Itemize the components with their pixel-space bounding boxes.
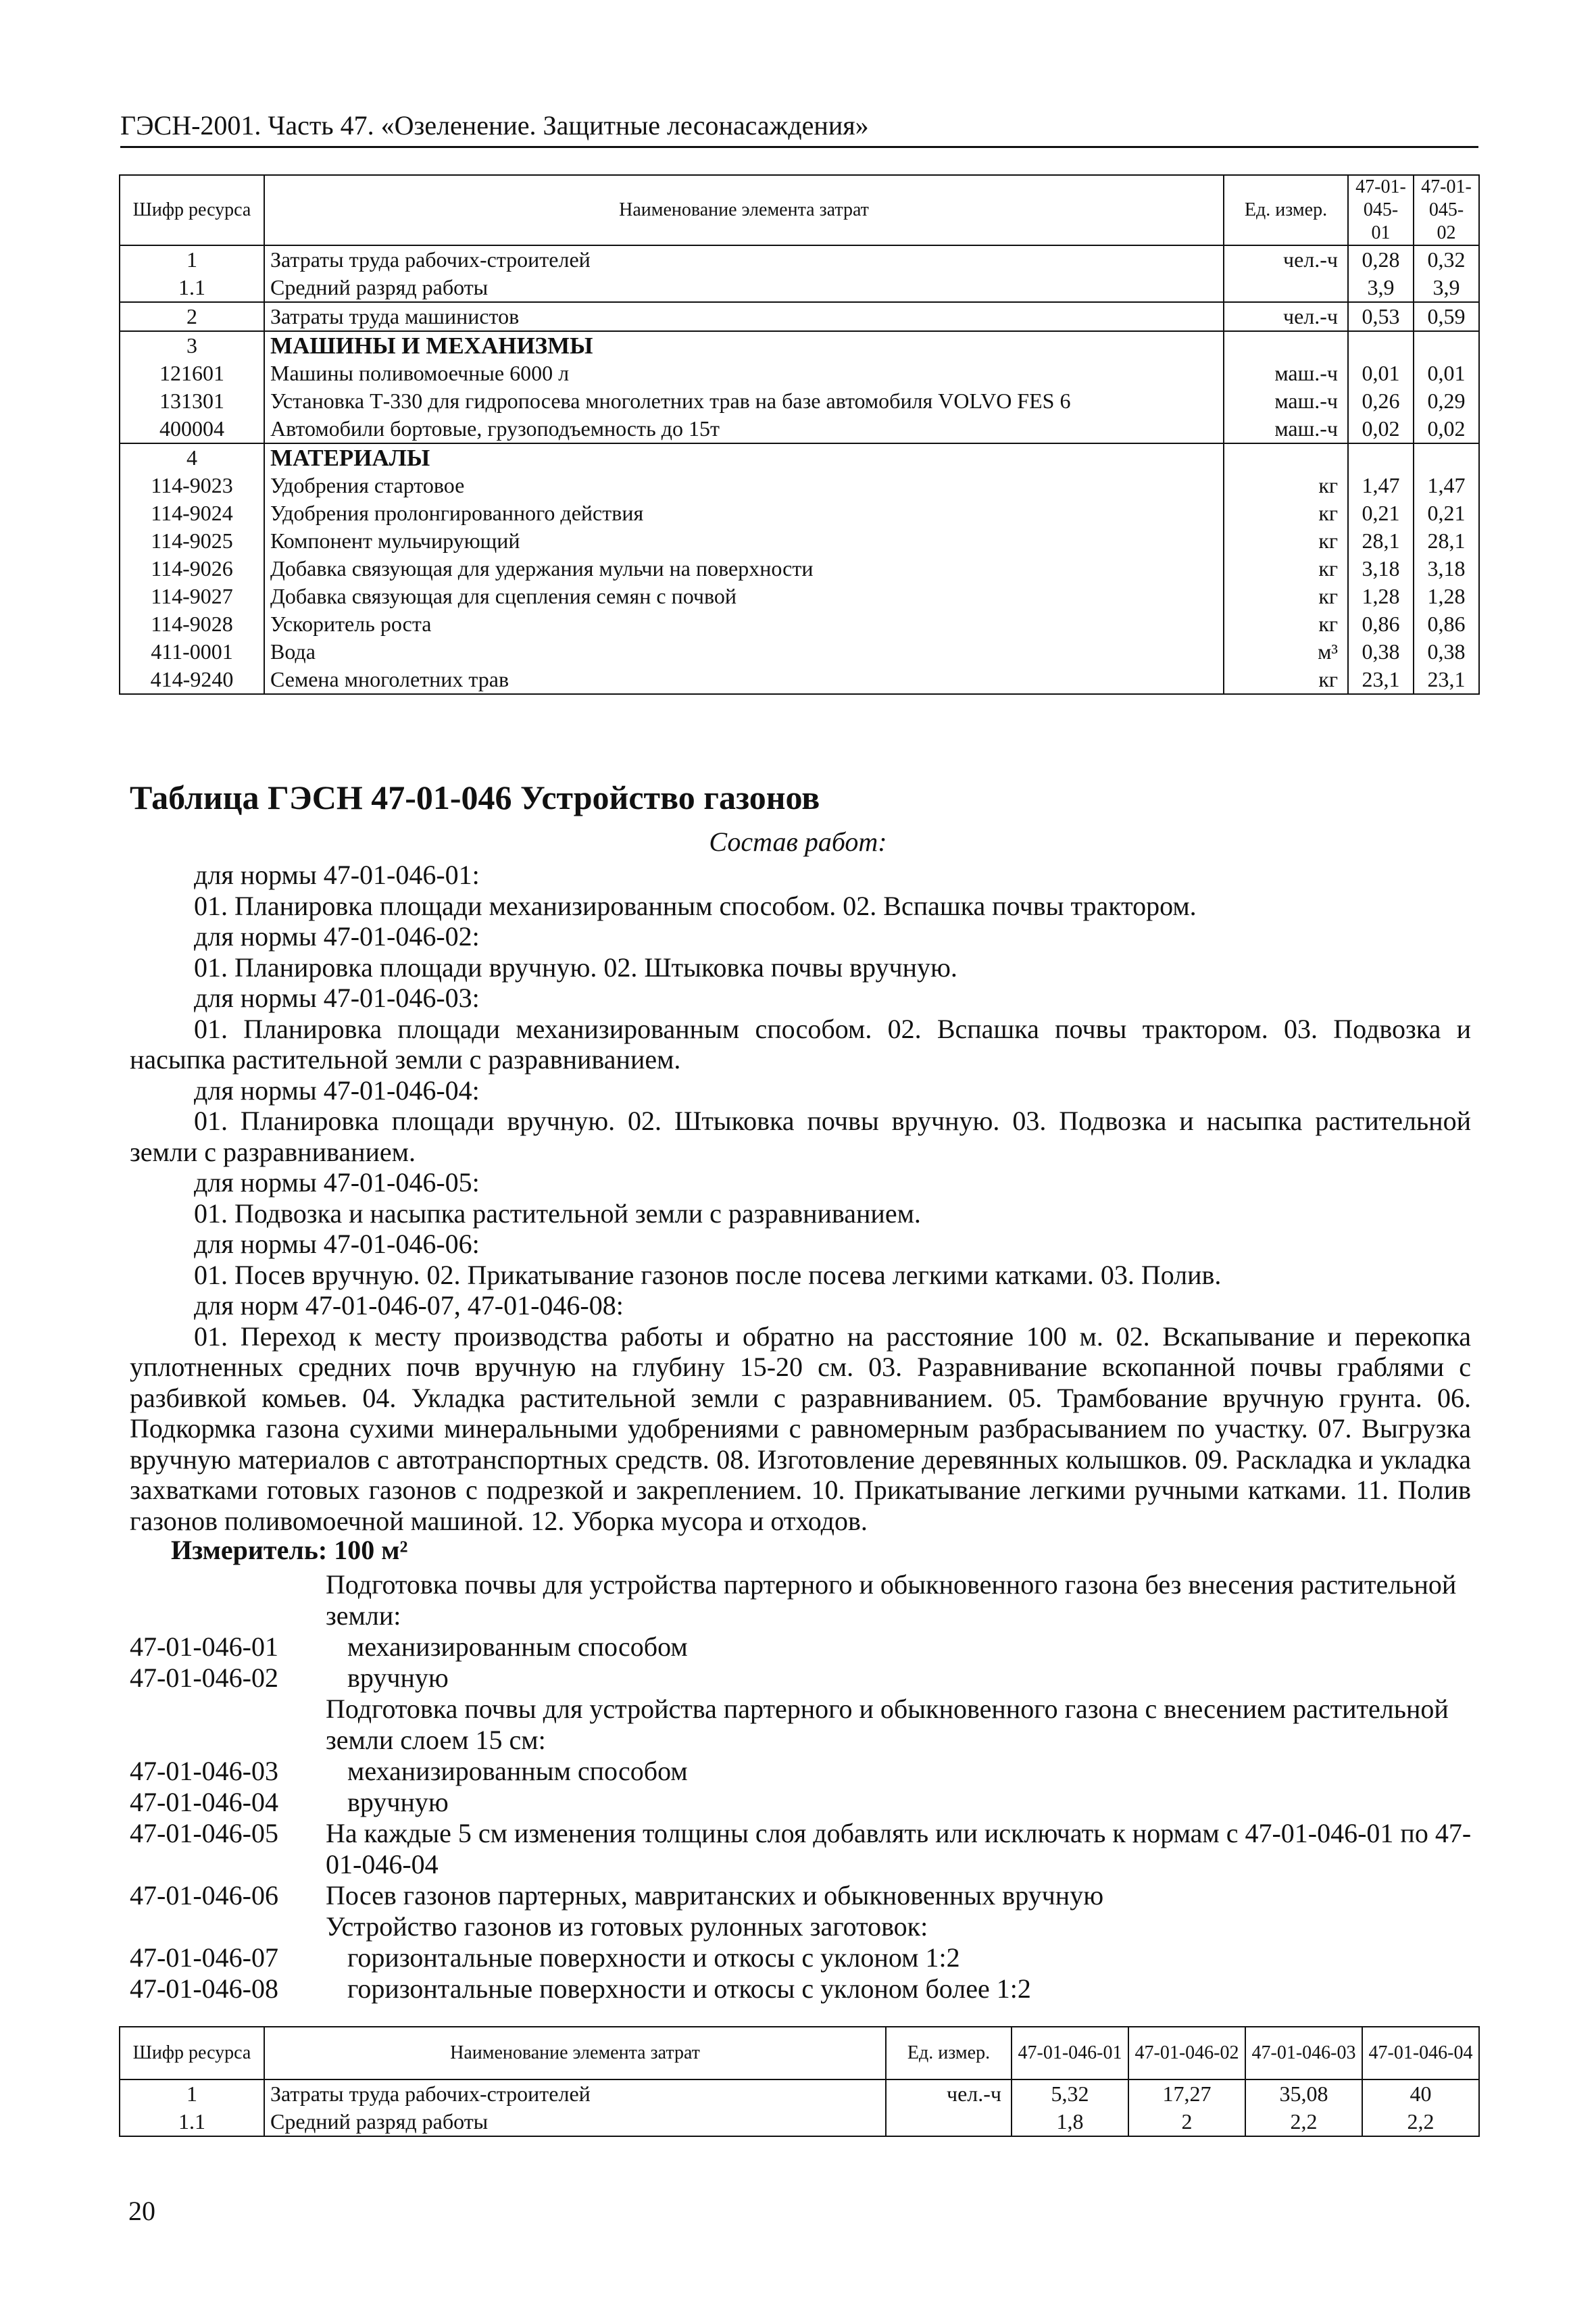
- value-045-02: 0,01: [1414, 360, 1479, 387]
- table-row: [120, 245, 1479, 274]
- resource-code: 1: [120, 2079, 264, 2108]
- norm-item: [130, 1911, 1474, 1942]
- norm-item: [130, 1663, 1474, 1694]
- value-045-01: 1,28: [1348, 583, 1414, 610]
- header-norm-046-01: 47-01-046-01: [1012, 2027, 1128, 2079]
- resource-code: 131301: [120, 387, 264, 415]
- norm-item: [130, 1818, 1474, 1880]
- cost-element-name: Добавка связующая для сцепления семян с почвой: [264, 583, 1224, 610]
- norm-code: 47-01-046-06: [130, 1880, 278, 1911]
- measure-unit: Измеритель: 100 м²: [171, 1535, 408, 1565]
- value-045-01: 23,1: [1348, 666, 1414, 694]
- resource-code: 2: [120, 302, 264, 331]
- composition-norm-label: для нормы 47-01-046-01:: [194, 860, 480, 890]
- unit-cell: чел.-ч: [1224, 245, 1348, 274]
- norm-item: [130, 1973, 1474, 2004]
- value-045-02: 28,1: [1414, 527, 1479, 555]
- value-045-01: 3,9: [1348, 274, 1414, 302]
- norm-description: На каждые 5 см изменения толщины слоя добавлять или исключать к нормам с 47-01-046-01 по 47-01-046-04: [326, 1818, 1472, 1879]
- value-045-02: [1414, 443, 1479, 472]
- value-046-04: 40: [1362, 2079, 1479, 2108]
- cost-element-name: Средний разряд работы: [264, 274, 1224, 302]
- value-045-01: 3,18: [1348, 555, 1414, 583]
- cost-element-name: Затраты труда машинистов: [264, 302, 1224, 331]
- table-row: [120, 2108, 1479, 2136]
- unit-cell: кг: [1224, 666, 1348, 694]
- value-045-01: 1,47: [1348, 472, 1414, 499]
- value-045-01: 0,01: [1348, 360, 1414, 387]
- resource-table-046: [119, 2026, 1480, 2137]
- cost-element-name: Средний разряд работы: [264, 2108, 886, 2136]
- norm-description: горизонтальные поверхности и откосы с уклоном 1:2: [347, 1942, 960, 1973]
- unit-cell: кг: [1224, 499, 1348, 527]
- value-045-02: 0,59: [1414, 302, 1479, 331]
- running-header: ГЭСН-2001. Часть 47. «Озеленение. Защитные лесонасаждения»: [120, 108, 1478, 148]
- value-046-03: 2,2: [1245, 2108, 1362, 2136]
- table-row: [120, 274, 1479, 302]
- unit-cell: маш.-ч: [1224, 360, 1348, 387]
- cost-element-name: Машины поливомоечные 6000 л: [264, 360, 1224, 387]
- cost-element-name: Затраты труда рабочих-строителей: [264, 2079, 886, 2108]
- value-045-02: 3,9: [1414, 274, 1479, 302]
- composition-norm-label: для нормы 47-01-046-02:: [194, 921, 480, 952]
- unit-cell: кг: [1224, 527, 1348, 555]
- norm-description: вручную: [347, 1663, 449, 1693]
- header-norm-046-02: 47-01-046-02: [1128, 2027, 1245, 2079]
- resource-code: 1.1: [120, 2108, 264, 2136]
- norm-code: 47-01-046-04: [130, 1787, 278, 1817]
- table-row: [120, 2079, 1479, 2108]
- composition-steps: 01. Планировка площади вручную. 02. Штыковка почвы вручную. 03. Подвозка и насыпка растительной земли с разравниванием.: [130, 1106, 1471, 1167]
- header-unit: Ед. измер.: [1224, 175, 1348, 245]
- unit-cell: [1224, 331, 1348, 360]
- norm-code: 47-01-046-01: [130, 1631, 278, 1662]
- value-046-04: 2,2: [1362, 2108, 1479, 2136]
- composition-steps: 01. Планировка площади механизированным способом. 02. Вспашка почвы трактором. 03. Подвозка и насыпка растительной земли с разравниванием.: [130, 1013, 1471, 1075]
- resource-code: 114-9027: [120, 583, 264, 610]
- unit-cell: кг: [1224, 472, 1348, 499]
- resource-code: 114-9024: [120, 499, 264, 527]
- table-row: [120, 302, 1479, 331]
- value-045-02: 1,47: [1414, 472, 1479, 499]
- table-row: [120, 610, 1479, 638]
- resource-code: 411-0001: [120, 638, 264, 666]
- value-045-01: 0,53: [1348, 302, 1414, 331]
- norm-item: [130, 1880, 1474, 1911]
- composition-norm-label: для нормы 47-01-046-05:: [194, 1167, 480, 1198]
- value-045-02: 1,28: [1414, 583, 1479, 610]
- value-046-01: 1,8: [1012, 2108, 1128, 2136]
- section-title: Таблица ГЭСН 47-01-046 Устройство газонов: [130, 779, 820, 816]
- norm-description: Посев газонов партерных, мавританских и обыкновенных вручную: [326, 1880, 1104, 1911]
- composition-steps: 01. Посев вручную. 02. Прикатывание газонов после посева легкими катками. 03. Полив.: [194, 1259, 1222, 1290]
- norms-list: [130, 1569, 1474, 2004]
- resource-code: 1: [120, 245, 264, 274]
- composition-steps: 01. Планировка площади механизированным способом. 02. Вспашка почвы трактором.: [194, 890, 1197, 921]
- header-norm-046-03: 47-01-046-03: [1245, 2027, 1362, 2079]
- resource-code: 4: [120, 443, 264, 472]
- resource-code: 400004: [120, 415, 264, 443]
- norm-description: горизонтальные поверхности и откосы с уклоном более 1:2: [347, 1973, 1031, 2004]
- value-045-01: 0,86: [1348, 610, 1414, 638]
- value-045-01: [1348, 443, 1414, 472]
- cost-element-name: Установка Т-330 для гидропосева многолетних трав на базе автомобиля VOLVO FES 6: [264, 387, 1224, 415]
- norm-description: Подготовка почвы для устройства партерного и обыкновенного газона с внесением растительной земли слоем 15 см:: [326, 1694, 1449, 1755]
- unit-cell: чел.-ч: [886, 2079, 1012, 2108]
- page-number: 20: [128, 2196, 155, 2226]
- cost-element-name: Вода: [264, 638, 1224, 666]
- work-composition: [130, 860, 1471, 1536]
- composition-caption: Состав работ:: [709, 827, 887, 857]
- resource-code: 114-9023: [120, 472, 264, 499]
- value-045-02: 3,18: [1414, 555, 1479, 583]
- value-046-03: 35,08: [1245, 2079, 1362, 2108]
- norm-code: 47-01-046-05: [130, 1818, 278, 1848]
- cost-element-name: Автомобили бортовые, грузоподъемность до 15т: [264, 415, 1224, 443]
- resource-code: 1.1: [120, 274, 264, 302]
- cost-element-name: Удобрения стартовое: [264, 472, 1224, 499]
- composition-norm-label: для нормы 47-01-046-04:: [194, 1075, 480, 1106]
- norm-code: 47-01-046-03: [130, 1756, 278, 1786]
- value-045-02: 0,86: [1414, 610, 1479, 638]
- value-046-02: 2: [1128, 2108, 1245, 2136]
- value-045-01: [1348, 331, 1414, 360]
- norm-description: механизированным способом: [347, 1756, 688, 1786]
- cost-element-name: МАТЕРИАЛЫ: [264, 443, 1224, 472]
- cost-element-name: Удобрения пролонгированного действия: [264, 499, 1224, 527]
- value-045-01: 0,28: [1348, 245, 1414, 274]
- value-045-01: 0,02: [1348, 415, 1414, 443]
- resource-code: 414-9240: [120, 666, 264, 694]
- unit-cell: [886, 2108, 1012, 2136]
- header-norm-046-04: 47-01-046-04: [1362, 2027, 1479, 2079]
- composition-steps: 01. Планировка площади вручную. 02. Штыковка почвы вручную.: [194, 952, 957, 983]
- norm-code: 47-01-046-08: [130, 1973, 278, 2004]
- cost-element-name: Ускоритель роста: [264, 610, 1224, 638]
- table-row: [120, 527, 1479, 555]
- value-046-01: 5,32: [1012, 2079, 1128, 2108]
- value-045-02: 23,1: [1414, 666, 1479, 694]
- norm-description: Подготовка почвы для устройства партерного и обыкновенного газона без внесения растительной земли:: [326, 1569, 1457, 1631]
- norm-item: [130, 1787, 1474, 1818]
- table-row: [120, 583, 1479, 610]
- value-045-01: 0,38: [1348, 638, 1414, 666]
- value-045-01: 0,21: [1348, 499, 1414, 527]
- norm-item: [130, 1942, 1474, 1973]
- norm-code: [130, 1694, 326, 1756]
- table-row: [120, 443, 1479, 472]
- norm-code: 47-01-046-02: [130, 1663, 278, 1693]
- resource-table-045: [119, 174, 1480, 695]
- norm-item: [130, 1756, 1474, 1787]
- norm-item: [130, 1631, 1474, 1663]
- header-norm-045-01: 47-01-045-01: [1348, 175, 1414, 245]
- header-cost-element: Наименование элемента затрат: [264, 175, 1224, 245]
- composition-steps: 01. Переход к месту производства работы и обратно на расстояние 100 м. 02. Вскапывание и перекопка уплотненных средних почв вручную на глубину 15-20 см. 03. Разравнивание вскопанной почвы граблями с разбивкой комьев. 04. Укладка растительной земли с разравниванием. 05. Трамбование вручную грунта. 06. Подкормка газона сухими минеральными удобрениями с равномерным разбрасыванием по участку. 07. Выгрузка вручную материалов с автотранспортных средств. 08. Изготовление деревянных колышков. 09. Раскладка и укладка захватками готовых газонов с подрезкой и закреплением. 10. Прикатывание легкими ручными катками. 11. Полив газонов поливомоечной машиной. 12. Уборка мусора и отходов.: [130, 1321, 1471, 1536]
- resource-code: 114-9028: [120, 610, 264, 638]
- unit-cell: кг: [1224, 610, 1348, 638]
- value-045-02: 0,29: [1414, 387, 1479, 415]
- cost-element-name: Семена многолетних трав: [264, 666, 1224, 694]
- value-045-02: 0,32: [1414, 245, 1479, 274]
- table-row: [120, 387, 1479, 415]
- header-cost-element: Наименование элемента затрат: [264, 2027, 886, 2079]
- unit-cell: маш.-ч: [1224, 415, 1348, 443]
- table-row: [120, 331, 1479, 360]
- table-row: [120, 638, 1479, 666]
- resource-code: 121601: [120, 360, 264, 387]
- unit-cell: [1224, 443, 1348, 472]
- table-row: [120, 499, 1479, 527]
- table-row: [120, 360, 1479, 387]
- unit-cell: [1224, 274, 1348, 302]
- table-row: [120, 666, 1479, 694]
- value-045-02: 0,21: [1414, 499, 1479, 527]
- composition-norm-label: для норм 47-01-046-07, 47-01-046-08:: [194, 1290, 624, 1321]
- cost-element-name: МАШИНЫ И МЕХАНИЗМЫ: [264, 331, 1224, 360]
- table-row: [120, 472, 1479, 499]
- resource-code: 3: [120, 331, 264, 360]
- table-row: [120, 555, 1479, 583]
- table-row: [120, 415, 1479, 443]
- unit-cell: чел.-ч: [1224, 302, 1348, 331]
- header-resource-code: Шифр ресурса: [120, 175, 264, 245]
- value-045-02: [1414, 331, 1479, 360]
- value-045-01: 28,1: [1348, 527, 1414, 555]
- norm-item: [130, 1569, 1474, 1631]
- norm-description: механизированным способом: [347, 1631, 688, 1662]
- value-045-02: 0,38: [1414, 638, 1479, 666]
- resource-code: 114-9025: [120, 527, 264, 555]
- composition-steps: 01. Подвозка и насыпка растительной земли с разравниванием.: [194, 1198, 921, 1229]
- header-norm-045-02: 47-01-045-02: [1414, 175, 1479, 245]
- unit-cell: м³: [1224, 638, 1348, 666]
- unit-cell: кг: [1224, 583, 1348, 610]
- cost-element-name: Компонент мульчирующий: [264, 527, 1224, 555]
- value-046-02: 17,27: [1128, 2079, 1245, 2108]
- norm-code: 47-01-046-07: [130, 1942, 278, 1973]
- norm-description: Устройство газонов из готовых рулонных заготовок:: [326, 1911, 928, 1942]
- norm-description: вручную: [347, 1787, 449, 1817]
- resource-code: 114-9026: [120, 555, 264, 583]
- value-045-01: 0,26: [1348, 387, 1414, 415]
- composition-norm-label: для нормы 47-01-046-03:: [194, 983, 480, 1013]
- norm-code: [130, 1569, 326, 1631]
- value-045-02: 0,02: [1414, 415, 1479, 443]
- header-resource-code: Шифр ресурса: [120, 2027, 264, 2079]
- cost-element-name: Добавка связующая для удержания мульчи на поверхности: [264, 555, 1224, 583]
- unit-cell: маш.-ч: [1224, 387, 1348, 415]
- norm-code: [130, 1911, 326, 1942]
- composition-norm-label: для нормы 47-01-046-06:: [194, 1229, 480, 1259]
- norm-item: [130, 1694, 1474, 1756]
- cost-element-name: Затраты труда рабочих-строителей: [264, 245, 1224, 274]
- header-unit: Ед. измер.: [886, 2027, 1012, 2079]
- unit-cell: кг: [1224, 555, 1348, 583]
